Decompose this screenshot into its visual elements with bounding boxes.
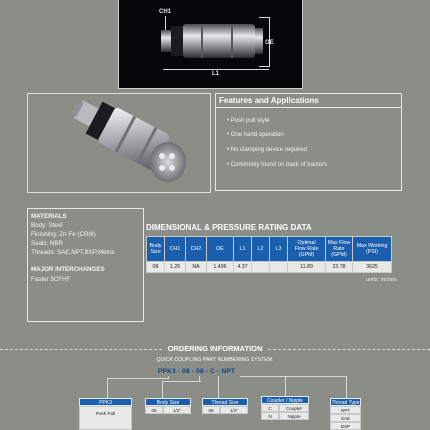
- body-size-header: Body Size: [145, 398, 191, 406]
- features-panel: [215, 93, 402, 191]
- l1-label: L1: [212, 71, 220, 77]
- feature-item: • Push pull style: [227, 118, 270, 124]
- product-photo-panel: [27, 93, 211, 193]
- table-cell: 1.26: [165, 262, 186, 273]
- table-cell: 08: [147, 262, 165, 273]
- header-cell: CH1: [165, 237, 186, 262]
- coupler-nipple-header: Coupler / Nipple: [261, 396, 309, 404]
- table-cell: 1.496: [207, 262, 234, 273]
- header-cell: L1: [234, 237, 252, 262]
- oe-label: OE: [265, 40, 274, 46]
- ppk3-value: Push Pull: [79, 406, 132, 430]
- body-size-value: 1/2": [163, 406, 191, 414]
- thread-type-option: SAE: [330, 414, 361, 422]
- material-line: Threads: SAE,NPT,BSP,Metric: [31, 249, 115, 256]
- coupler-code: C: [261, 404, 279, 412]
- part-number-code: PPK3 - 08 - 08 - C - NPT: [158, 368, 236, 375]
- thread-type-option: BSP: [330, 422, 361, 430]
- nipple-value: Nipple: [279, 412, 309, 420]
- material-line: Seals: NBR: [31, 240, 63, 247]
- material-line: Finishing: Zn-Fe (CRIII): [31, 231, 96, 238]
- feature-item: • No clamping device required: [227, 147, 307, 153]
- l1-dimension: [163, 69, 269, 70]
- thread-size-header: Thread Size: [202, 398, 248, 406]
- interchanges-title: MAJOR INTERCHANGES: [31, 266, 105, 273]
- table-cell: NA: [186, 262, 207, 273]
- ch1-label: CH1: [159, 9, 172, 15]
- interchanges-value: Faster 3CFHF: [31, 276, 71, 283]
- header-cell: CH2: [186, 237, 207, 262]
- connector-line: [162, 381, 201, 399]
- header-cell: L2: [252, 237, 270, 262]
- table-cell: 11.89: [288, 262, 326, 273]
- table-cell: 4.37: [234, 262, 252, 273]
- rating-header-row: [147, 237, 392, 262]
- rating-title: DIMENSIONAL & PRESSURE RATING DATA: [146, 223, 312, 232]
- connector-line: [218, 376, 219, 398]
- materials-panel: [27, 208, 144, 322]
- connector-line: [168, 376, 169, 379]
- connector-line: [107, 378, 169, 399]
- table-cell: [252, 262, 270, 273]
- header-cell: Max Working (PSI): [353, 237, 392, 262]
- connector-line: [199, 376, 200, 382]
- material-line: Body: Steel: [31, 222, 63, 229]
- header-cell: L3: [270, 237, 288, 262]
- rating-table: [146, 236, 392, 273]
- table-cell: 23.78: [326, 262, 353, 273]
- ordering-subtitle: QUICK COUPLING PART NUMBERING SYSTEM:: [156, 357, 274, 363]
- units-note: units: inches: [366, 277, 397, 283]
- ordering-title: ORDERING INFORMATION: [167, 344, 263, 353]
- coupling-side-view: [161, 18, 265, 66]
- header-cell: Max Flow Rate (GPM): [326, 237, 353, 262]
- thread-size-value: 1/2": [220, 406, 248, 414]
- header-cell: Body Size: [147, 237, 165, 262]
- thread-type-option: NPT: [330, 406, 361, 414]
- table-cell: [270, 262, 288, 273]
- coupler-value: Coupler: [279, 404, 309, 412]
- feature-item: • Commonly found on back of tractors: [227, 162, 328, 168]
- materials-title: MATERIALS: [31, 213, 67, 220]
- body-size-code: 08: [145, 406, 163, 414]
- feature-item: • One hand operation: [227, 132, 284, 138]
- header-cell: OE: [207, 237, 234, 262]
- ppk3-header: PPK3: [79, 398, 132, 406]
- table-row: [147, 262, 392, 273]
- table-cell: 3625: [353, 262, 392, 273]
- thread-size-code: 08: [202, 406, 220, 414]
- header-cell: Optimal Flow Rate (GPM): [288, 237, 326, 262]
- diagram-panel: [118, 0, 303, 89]
- thread-type-header: Thread Type: [331, 400, 360, 406]
- features-title: Features and Applications: [216, 94, 401, 108]
- nipple-code: N: [261, 412, 279, 420]
- coupling-product-image: [64, 98, 194, 186]
